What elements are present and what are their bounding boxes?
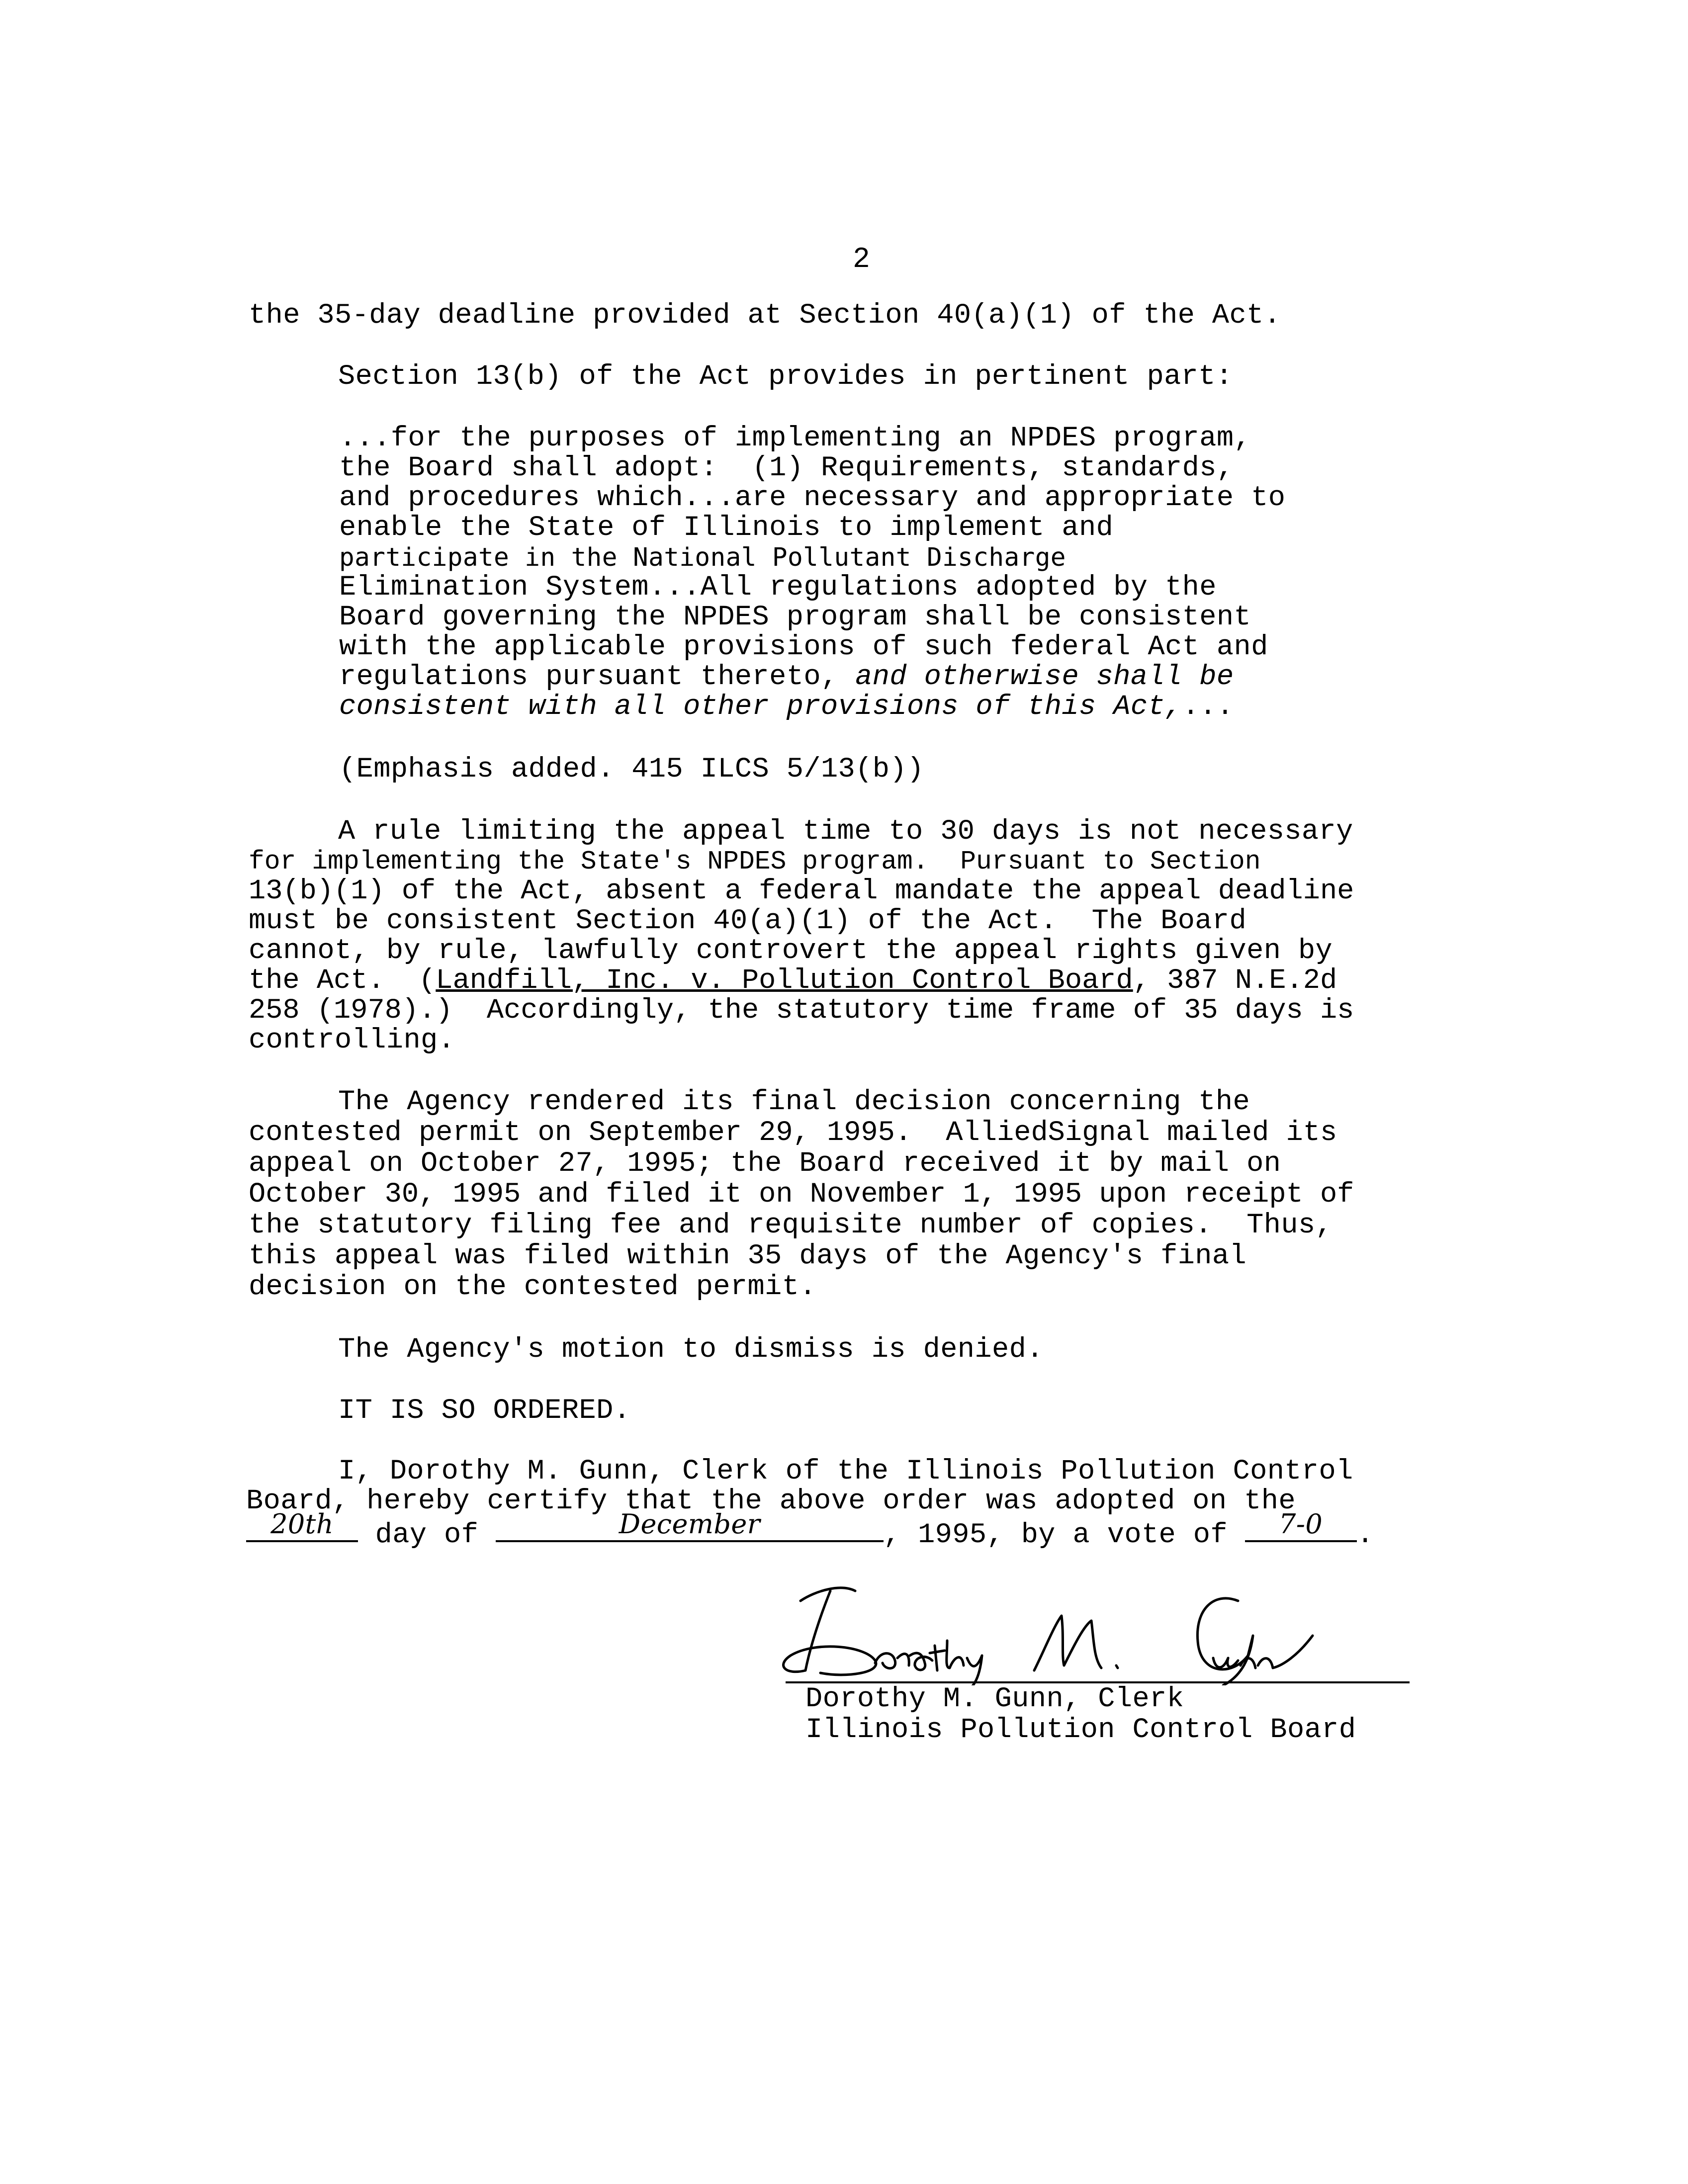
month-blank — [496, 1508, 884, 1542]
so-ordered: IT IS SO ORDERED. — [338, 1395, 631, 1427]
quote-emphasis: consistent with all other provisions of this Act, — [339, 691, 1182, 723]
paragraph-line: for implementing the State's NPDES program. Pursuant to Section — [249, 847, 1261, 876]
case-citation: Landfill, Inc. v. Pollution Control Board — [436, 965, 1133, 997]
paragraph-line: controlling. — [249, 1025, 455, 1056]
motion-denied: The Agency's motion to dismiss is denied. — [338, 1334, 1044, 1366]
quote-line: with the applicable provisions of such federal Act and — [339, 631, 1268, 663]
paragraph-line: October 30, 1995 and filed it on November 1, 1995 upon receipt of — [249, 1179, 1354, 1211]
quote-line: Elimination System...All regulations adopted by the — [339, 572, 1217, 604]
certification-line: Board, hereby certify that the above order was adopted on the — [246, 1485, 1296, 1517]
paragraph-line: must be consistent Section 40(a)(1) of the Act. The Board — [249, 905, 1247, 937]
clerk-signature — [776, 1571, 1422, 1685]
certification-text: , 1995, by a vote of — [883, 1519, 1245, 1551]
paragraph-line: A rule limiting the appeal time to 30 days is not necessary — [338, 816, 1353, 848]
handwritten-day: 20th — [270, 1508, 334, 1540]
paragraph-line — [249, 966, 1337, 996]
quote-emphasis: and otherwise shall be — [855, 661, 1234, 693]
page-number: 2 — [853, 244, 870, 276]
citation: (Emphasis added. 415 ILCS 5/13(b)) — [339, 754, 924, 786]
quote-line: ...for the purposes of implementing an NPDES program, — [339, 423, 1251, 454]
paragraph-text: , 387 N.E.2d — [1133, 965, 1337, 997]
certification-fill-line — [246, 1508, 1374, 1551]
certification-line: I, Dorothy M. Gunn, Clerk of the Illinois Pollution Control — [338, 1456, 1353, 1487]
paragraph-line: 13(b)(1) of the Act, absent a federal mandate the appeal deadline — [249, 875, 1354, 907]
paragraph-line: The Agency rendered its final decision concerning the — [338, 1086, 1250, 1118]
quote-line: enable the State of Illinois to implement and — [339, 512, 1114, 544]
paragraph-line: this appeal was filed within 35 days of the Agency's final — [249, 1240, 1247, 1272]
paragraph-line: contested permit on September 29, 1995. AlliedSignal mailed its — [249, 1117, 1337, 1149]
quote-line — [339, 692, 1234, 722]
signature-image — [776, 1571, 1422, 1685]
section-13b-intro: Section 13(b) of the Act provides in pertinent part: — [338, 361, 1233, 393]
handwritten-month: December — [619, 1508, 760, 1540]
quote-line: and procedures which...are necessary and appropriate to — [339, 482, 1286, 514]
day-blank — [246, 1508, 358, 1542]
quote-line: participate in the National Pollutant Discharge — [339, 543, 1066, 572]
paragraph-line: the statutory filing fee and requisite number of copies. Thus, — [249, 1210, 1333, 1241]
quote-line: Board governing the NPDES program shall be consistent — [339, 602, 1251, 633]
signer-organization: Illinois Pollution Control Board — [805, 1714, 1356, 1746]
certification-text: . — [1356, 1519, 1374, 1551]
quote-line — [339, 662, 1234, 692]
signer-name: Dorothy M. Gunn, Clerk — [805, 1683, 1184, 1715]
quote-line: the Board shall adopt: (1) Requirements, standards, — [339, 452, 1234, 484]
paragraph-line: appeal on October 27, 1995; the Board received it by mail on — [249, 1148, 1281, 1180]
handwritten-vote: 7-0 — [1278, 1508, 1323, 1540]
body-line-1: the 35-day deadline provided at Section 40(a)(1) of the Act. — [249, 300, 1281, 332]
paragraph-text: the Act. ( — [249, 965, 436, 997]
vote-blank — [1245, 1508, 1357, 1542]
paragraph-line: 258 (1978).) Accordingly, the statutory time frame of 35 days is — [249, 995, 1354, 1027]
certification-text: day of — [358, 1519, 496, 1551]
paragraph-line: cannot, by rule, lawfully controvert the appeal rights given by — [249, 935, 1333, 967]
paragraph-line: decision on the contested permit. — [249, 1271, 816, 1303]
quote-plain-text: ... — [1182, 691, 1234, 723]
quote-plain-text: regulations pursuant thereto, — [339, 661, 856, 693]
